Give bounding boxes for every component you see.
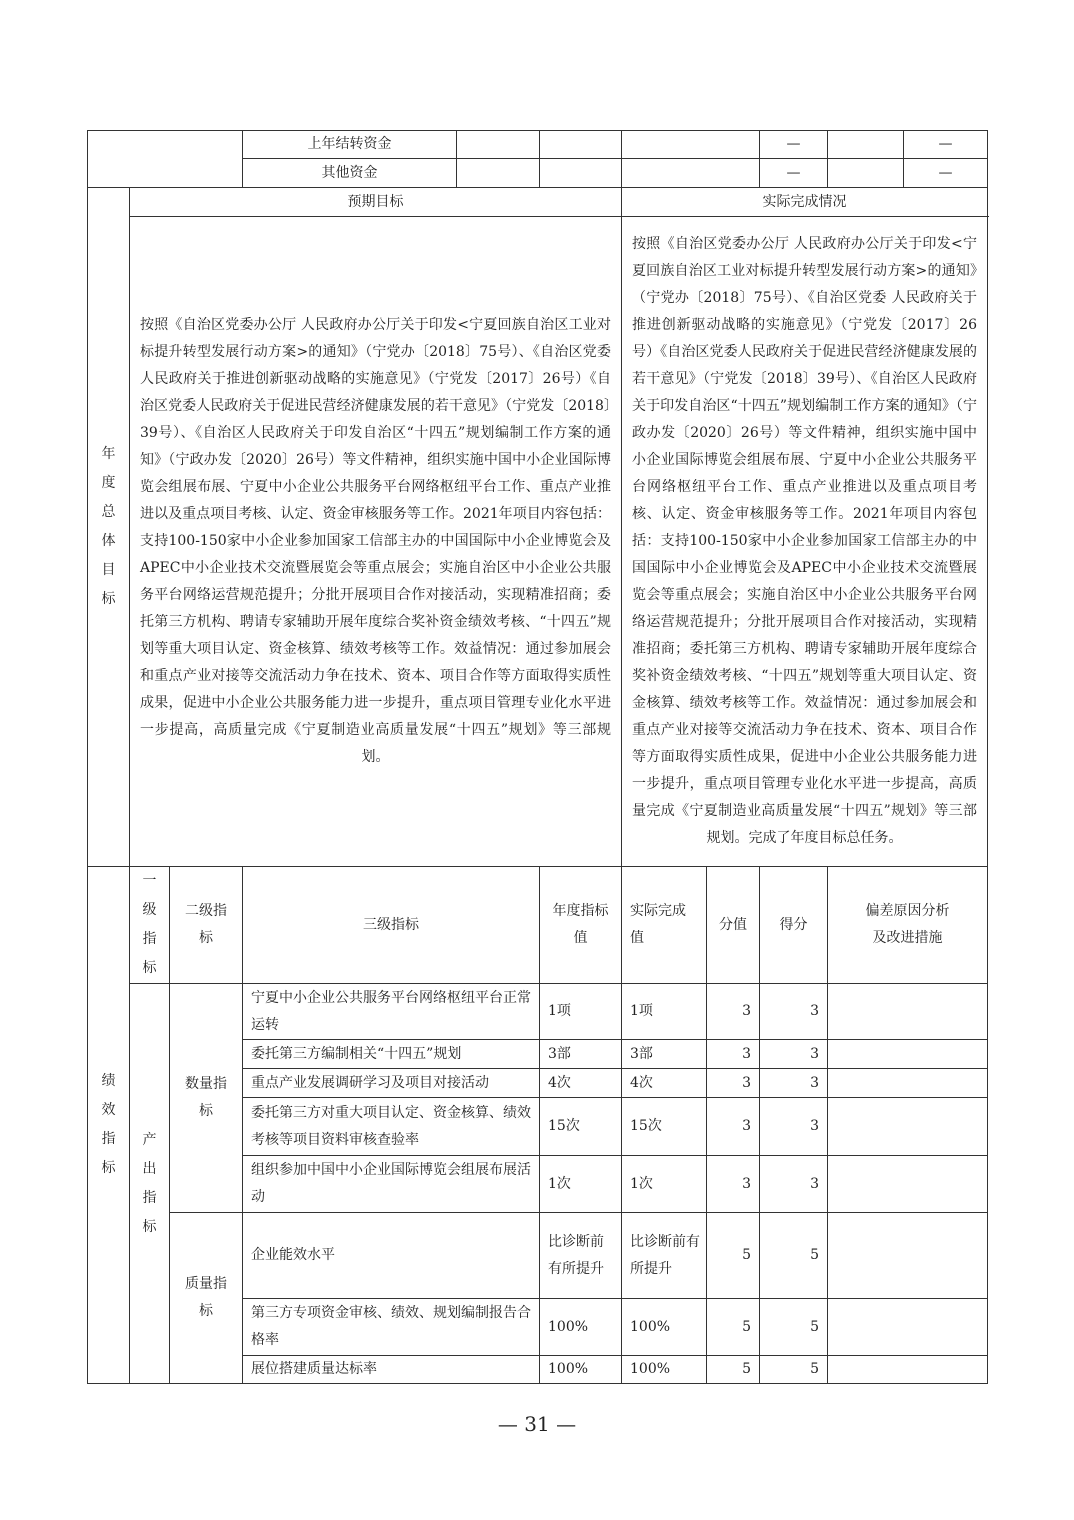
expected-goal-text: 按照《自治区党委办公厅 人民政府办公厅关于印发<宁夏回族自治区工业对标提升转型发展行动方案>的通知》（宁党办〔2018〕75号）、《自治区党委 人民政府关于推进创新驱动战略的实施意见》（宁党发〔2017〕26号）《自治区党委人民政府关于促进民营经济健康发展的若干意见》（宁党发〔2018〕39号）、《自治区人民政府关于印发自治区“十四五”规划编制工作方案的通知》（宁政办发〔2020〕26号）等文件精神，组织实施中国中小企业国际博览会组展布展、宁夏中小企业公共服务平台网络枢纽平台工作、重点产业推进以及重点项目考核、认定、资金审核服务等工作。2021年项目内容包括：支持100-150家中小企业参加国家工信部主办的中国国际中小企业博览会及APEC中小企业技术交流暨展览会等重点展会；实施自治区中小企业公共服务平台网络运营规范提升；分批开展项目合作对接活动，实现精准招商；委托第三方机构、聘请专家辅助开展年度综合奖补资金绩效考核、“十四五”规划等重大项目认定、资金核算、绩效考核等工作。效益情况：通过参加展会和重点产业对接等交流活动力争在技术、资本、项目合作等方面取得实质性成果，促进中小企业公共服务能力进一步提升，重点项目管理专业化水平进一步提高，高质量完成《宁夏制造业高质量发展“十四五”规划》等三部规划。	[130, 217, 622, 867]
table-row	[88, 131, 988, 159]
target-value: 1项	[540, 984, 622, 1040]
score-value: 3	[707, 1069, 760, 1098]
annual-goal-label: 年度总体目标	[88, 188, 130, 867]
header-level3: 三级指标	[243, 867, 540, 984]
table-cell	[540, 131, 622, 159]
table-cell: —	[904, 131, 988, 159]
deviation-note	[828, 984, 988, 1040]
target-value: 比诊断前有所提升	[540, 1213, 622, 1299]
table-row	[88, 217, 988, 867]
indicator-name: 委托第三方编制相关“十四五”规划	[243, 1040, 540, 1069]
page-number: — 31 —	[497, 1412, 577, 1436]
deviation-note	[828, 1213, 988, 1299]
target-value: 4次	[540, 1069, 622, 1098]
table-row	[88, 867, 988, 984]
indicator-name: 委托第三方对重大项目认定、资金核算、绩效考核等项目资料审核查验率	[243, 1098, 540, 1156]
deviation-note	[828, 1299, 988, 1356]
actual-value: 4次	[622, 1069, 707, 1098]
score: 3	[760, 1156, 828, 1213]
level2-label: 数量指标	[170, 984, 243, 1213]
actual-value: 100%	[622, 1356, 707, 1384]
score: 5	[760, 1299, 828, 1356]
fund-label: 其他资金	[243, 159, 457, 188]
indicator-name: 宁夏中小企业公共服务平台网络枢纽平台正常运转	[243, 984, 540, 1040]
actual-value: 1次	[622, 1156, 707, 1213]
table-cell: —	[760, 159, 828, 188]
score: 5	[760, 1213, 828, 1299]
table-cell: —	[760, 131, 828, 159]
table-row	[88, 1213, 988, 1299]
score-value: 3	[707, 1040, 760, 1069]
level2-label: 质量指标	[170, 1213, 243, 1384]
target-value: 15次	[540, 1098, 622, 1156]
deviation-note	[828, 1156, 988, 1213]
header-level2: 二级指标	[170, 867, 243, 984]
table-cell	[828, 159, 904, 188]
table-row	[88, 188, 988, 217]
actual-value: 100%	[622, 1299, 707, 1356]
actual-value: 3部	[622, 1040, 707, 1069]
deviation-note	[828, 1069, 988, 1098]
table-cell	[457, 159, 540, 188]
level1-label: 产出指标	[130, 984, 170, 1384]
table-cell	[622, 131, 760, 159]
score-value: 5	[707, 1299, 760, 1356]
score-value: 3	[707, 1098, 760, 1156]
table-cell: —	[904, 159, 988, 188]
actual-value: 1项	[622, 984, 707, 1040]
target-value: 1次	[540, 1156, 622, 1213]
header-score: 得分	[760, 867, 828, 984]
header-score-value: 分值	[707, 867, 760, 984]
score: 5	[760, 1356, 828, 1384]
score-value: 3	[707, 984, 760, 1040]
target-value: 100%	[540, 1356, 622, 1384]
score: 3	[760, 1098, 828, 1156]
deviation-note	[828, 1356, 988, 1384]
header-target: 年度指标值	[540, 867, 622, 984]
target-value: 100%	[540, 1299, 622, 1356]
merged-blank-cell	[88, 131, 243, 188]
actual-completion-text: 按照《自治区党委办公厅 人民政府办公厅关于印发<宁夏回族自治区工业对标提升转型发展行动方案>的通知》（宁党办〔2018〕75号）、《自治区党委 人民政府关于推进创新驱动战略的实施意见》（宁党发〔2017〕26号）《自治区党委人民政府关于促进民营经济健康发展的若干意见》（宁党发〔2018〕39号）、《自治区人民政府关于印发自治区“十四五”规划编制工作方案的通知》（宁政办发〔2020〕26号）等文件精神，组织实施中国中小企业国际博览会组展布展、宁夏中小企业公共服务平台网络枢纽平台工作、重点产业推进以及重点项目考核、认定、资金审核服务等工作。2021年项目内容包括：支持100-150家中小企业参加国家工信部主办的中国国际中小企业博览会及APEC中小企业技术交流暨展览会等重点展会；实施自治区中小企业公共服务平台网络运营规范提升；分批开展项目合作对接活动，实现精准招商；委托第三方机构、聘请专家辅助开展年度综合奖补资金绩效考核、“十四五”规划等重大项目认定、资金核算、绩效考核等工作。效益情况：通过参加展会和重点产业对接等交流活动力争在技术、资本、项目合作等方面取得实质性成果，促进中小企业公共服务能力进一步提升，重点项目管理专业化水平进一步提高，高质量完成《宁夏制造业高质量发展“十四五”规划》等三部规划。完成了年度目标总任务。	[622, 217, 988, 867]
indicator-name: 组织参加中国中小企业国际博览会组展布展活动	[243, 1156, 540, 1213]
header-actual: 实际完成值	[622, 867, 707, 984]
table-row	[88, 984, 988, 1040]
indicator-name: 企业能效水平	[243, 1213, 540, 1299]
score: 3	[760, 984, 828, 1040]
table-cell	[540, 159, 622, 188]
target-value: 3部	[540, 1040, 622, 1069]
performance-label: 绩效指标	[88, 867, 130, 1384]
deviation-note	[828, 1040, 988, 1069]
indicator-name: 展位搭建质量达标率	[243, 1356, 540, 1384]
score-value: 5	[707, 1213, 760, 1299]
table-cell	[622, 159, 760, 188]
fund-label: 上年结转资金	[243, 131, 457, 159]
indicator-name: 第三方专项资金审核、绩效、规划编制报告合格率	[243, 1299, 540, 1356]
score-value: 3	[707, 1156, 760, 1213]
score: 3	[760, 1069, 828, 1098]
indicator-name: 重点产业发展调研学习及项目对接活动	[243, 1069, 540, 1098]
actual-value: 15次	[622, 1098, 707, 1156]
table-cell	[457, 131, 540, 159]
table-cell	[828, 131, 904, 159]
deviation-note	[828, 1098, 988, 1156]
score-value: 5	[707, 1356, 760, 1384]
expected-goal-header: 预期目标	[130, 188, 622, 217]
actual-completion-header: 实际完成情况	[622, 188, 988, 217]
header-deviation: 偏差原因分析及改进措施	[828, 867, 988, 984]
actual-value: 比诊断前有所提升	[622, 1213, 707, 1299]
performance-table	[87, 130, 988, 1384]
score: 3	[760, 1040, 828, 1069]
header-level1: 一级指标	[130, 867, 170, 984]
